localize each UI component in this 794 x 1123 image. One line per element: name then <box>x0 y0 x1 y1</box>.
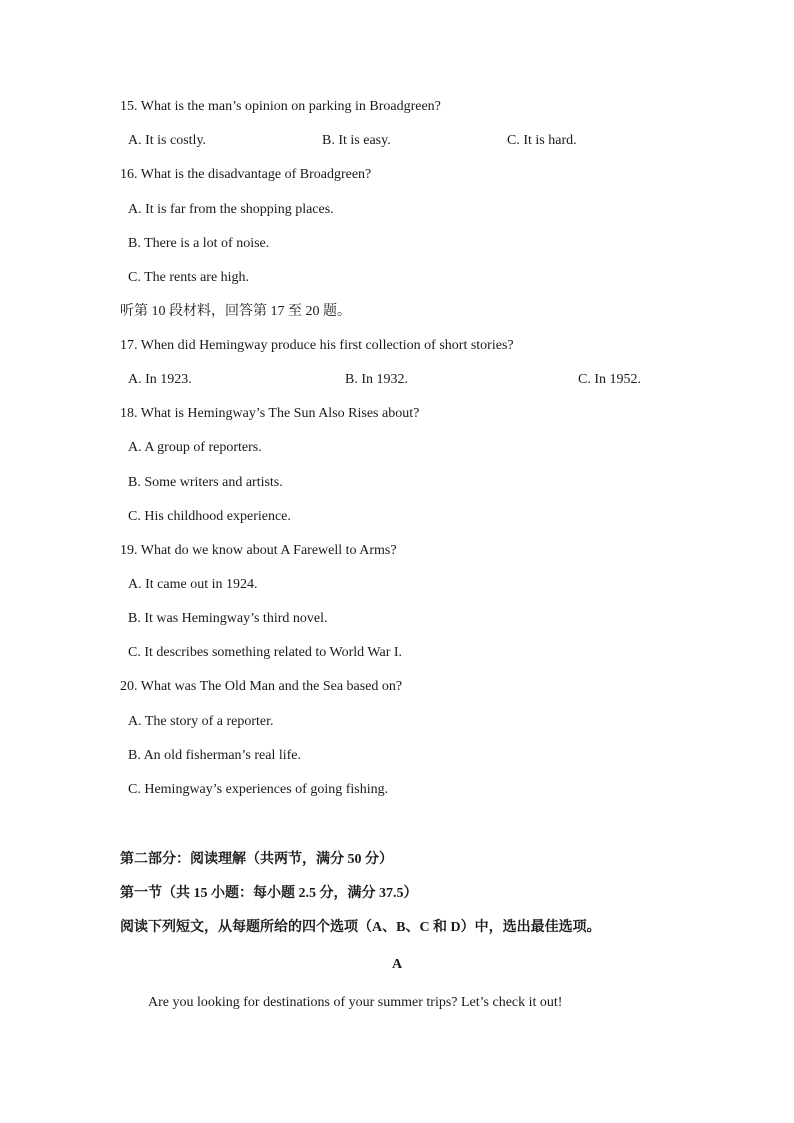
q15-option-c: C. It is hard. <box>507 133 577 148</box>
q19-option-b: B. It was Hemingway’s third novel. <box>128 611 328 626</box>
q17-option-c: C. In 1952. <box>578 372 641 387</box>
q19-option-a: A. It came out in 1924. <box>128 577 258 592</box>
q16-option-a: A. It is far from the shopping places. <box>128 202 334 217</box>
question-19: 19. What do we know about A Farewell to Arms? <box>120 543 397 558</box>
q20-option-a: A. The story of a reporter. <box>128 714 274 729</box>
listening-instruction: 听第 10 段材料，回答第 17 至 20 题。 <box>120 304 351 319</box>
passage-label: A <box>391 957 403 972</box>
q16-option-c: C. The rents are high. <box>128 270 250 285</box>
question-18: 18. What is Hemingway’s The Sun Also Rises about? <box>120 406 420 421</box>
question-16: 16. What is the disadvantage of Broadgreen? <box>120 167 372 182</box>
question-15: 15. What is the man’s opinion on parking in Broadgreen? <box>120 99 441 114</box>
q16-option-b: B. There is a lot of noise. <box>128 236 270 251</box>
q17-option-b: B. In 1932. <box>345 372 408 387</box>
q20-option-c: C. Hemingway’s experiences of going fishing. <box>128 782 389 797</box>
q18-option-a: A. A group of reporters. <box>128 440 262 455</box>
q18-option-b: B. Some writers and artists. <box>128 475 283 490</box>
part-two-heading: 第二部分：阅读理解（共两节，满分 50 分） <box>120 852 393 867</box>
q19-option-c: C. It describes something related to World War I. <box>128 645 403 660</box>
question-20: 20. What was The Old Man and the Sea based on? <box>120 679 403 694</box>
q20-option-b: B. An old fisherman’s real life. <box>128 748 302 763</box>
question-17: 17. When did Hemingway produce his first collection of short stories? <box>120 338 514 353</box>
q18-option-c: C. His childhood experience. <box>128 509 291 524</box>
q15-option-b: B. It is easy. <box>322 133 391 148</box>
q17-option-a: A. In 1923. <box>128 372 192 387</box>
q15-option-a: A. It is costly. <box>128 133 207 148</box>
section-one-heading: 第一节（共 15 小题：每小题 2.5 分，满分 37.5） <box>120 886 418 901</box>
passage-first-line: Are you looking for destinations of your summer trips? Let’s check it out! <box>148 995 563 1010</box>
reading-instruction: 阅读下列短文，从每题所给的四个选项（A、B、C 和 D）中，选出最佳选项。 <box>120 920 601 935</box>
